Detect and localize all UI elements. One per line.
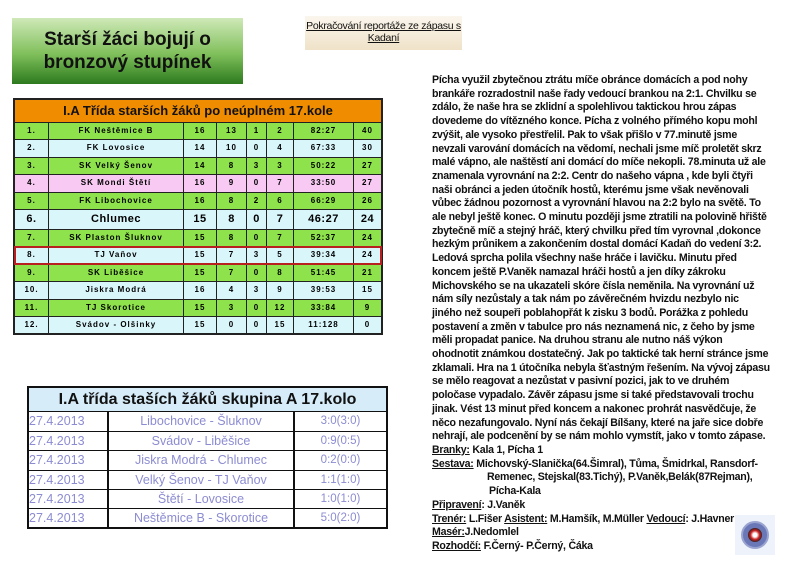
cell-played: 15 bbox=[184, 230, 216, 246]
table-row bbox=[15, 317, 381, 333]
cell-rank: 11. bbox=[15, 300, 48, 316]
cell-wins: 8 bbox=[217, 230, 246, 246]
table-row bbox=[15, 175, 381, 191]
report-line: naši obránci a jeden útočník hostů, kterému jsme však nevěnovali bbox=[432, 183, 749, 196]
result-score: 5:0(2:0) bbox=[320, 511, 361, 524]
cell-draws: 0 bbox=[247, 140, 266, 156]
cell-wins: 8 bbox=[217, 158, 246, 174]
goals-label: Branky: bbox=[432, 443, 470, 456]
cell-rank: 4. bbox=[15, 175, 48, 191]
result-match: Velký Šenov - TJ Vaňov bbox=[109, 471, 295, 489]
table-row bbox=[15, 158, 381, 174]
match-report bbox=[432, 74, 804, 554]
result-row bbox=[29, 470, 386, 489]
result-match: Jiskra Modrá - Chlumec bbox=[109, 451, 295, 469]
cell-team: FK Lovosice bbox=[49, 140, 183, 156]
cell-wins: 8 bbox=[217, 193, 246, 209]
cell-team: TJ Skorotice bbox=[49, 300, 183, 316]
result-date: 27.4.2013 bbox=[29, 432, 109, 450]
cell-losses: 8 bbox=[267, 265, 293, 281]
report-line: zbytečně míč a stejný hráč, který chvilku před tím vyrovnal ,dokonce bbox=[432, 224, 761, 237]
masseur: J.Nedomlel bbox=[464, 526, 519, 539]
cell-losses: 7 bbox=[267, 175, 293, 191]
cell-team: FK Neštěmice B bbox=[49, 123, 183, 139]
table-row bbox=[15, 282, 381, 298]
cell-team: SK Plaston Šluknov bbox=[49, 230, 183, 246]
report-line: Michovského se na ukazateli skóre čísla neměnila. Na vyrovnání už bbox=[432, 279, 755, 292]
cell-draws: 2 bbox=[247, 193, 266, 209]
cell-rank: 6. bbox=[15, 210, 48, 229]
manager: : J.Havner bbox=[685, 512, 735, 525]
cell-losses: 4 bbox=[267, 140, 293, 156]
cell-wins: 9 bbox=[217, 175, 246, 191]
cell-played: 16 bbox=[184, 193, 216, 209]
report-line: se mělo reagovat a nezůstat v pasivní pozici, jak to ve druhém bbox=[432, 375, 730, 388]
cell-points: 9 bbox=[354, 300, 381, 316]
cell-played: 15 bbox=[184, 317, 216, 333]
cell-score: 39:53 bbox=[294, 282, 353, 298]
cell-draws: 0 bbox=[247, 230, 266, 246]
cell-losses: 9 bbox=[267, 282, 293, 298]
result-row bbox=[29, 508, 386, 527]
lineup: Michovský-Slanička(64.Šimral), Tůma, Šmidrkal, Ransdorf- bbox=[473, 457, 758, 470]
report-line: jinak. Vést 13 minut před koncem a nakonec prohrát nasvědčuje, že bbox=[432, 402, 757, 415]
cell-played: 16 bbox=[184, 123, 216, 139]
cell-points: 27 bbox=[354, 158, 381, 174]
report-line: brankáře rozradostnil naše řady vedoucí brankou na 2:1. Chvilku se bbox=[432, 87, 757, 100]
cell-wins: 7 bbox=[217, 247, 246, 263]
report-line: dovedeme do vítězného konce. Pícha z volného přímého kopu mohl bbox=[432, 115, 758, 128]
cell-team: SK Velký Šenov bbox=[49, 158, 183, 174]
goals-line bbox=[432, 444, 804, 458]
cell-draws: 0 bbox=[247, 300, 266, 316]
cell-team: Svádov - Olšinky bbox=[49, 317, 183, 333]
cell-score: 11:128 bbox=[294, 317, 353, 333]
result-score: 0:9(0:5) bbox=[320, 435, 361, 448]
report-line: koncem ještě P.Vaněk namazal hráči hostů a jen díky zákroku bbox=[432, 265, 726, 278]
lineup-cont: Remenec, Stejskal(83.Tichý), P.Vaněk,Belák(87Rejman), bbox=[487, 471, 753, 484]
cell-played: 14 bbox=[184, 158, 216, 174]
manager-label: Vedoucí bbox=[646, 512, 686, 525]
result-date: 27.4.2013 bbox=[29, 412, 109, 431]
report-line: ohodnotit známkou dostatečný. Jak po taktické tak herní stránce jsme bbox=[432, 348, 769, 361]
cell-score: 39:34 bbox=[294, 247, 353, 263]
table-row bbox=[15, 123, 381, 139]
cell-points: 24 bbox=[354, 230, 381, 246]
league-table-title: I.A Třída starších žáků po neúplném 17.kole bbox=[15, 100, 381, 122]
cell-points: 40 bbox=[354, 123, 381, 139]
prep-line bbox=[432, 499, 804, 513]
result-row bbox=[29, 431, 386, 450]
report-line: něco nezafungovalo. Nyní nás čekají Bílšany, které na jaře sice dobře bbox=[432, 416, 764, 429]
cell-rank: 2. bbox=[15, 140, 48, 156]
result-score: 1:1(1:0) bbox=[320, 473, 361, 486]
assistant: M.Hamšík, M.Müller bbox=[547, 512, 647, 525]
cell-rank: 9. bbox=[15, 265, 48, 281]
cell-rank: 3. bbox=[15, 158, 48, 174]
cell-rank: 8. bbox=[15, 247, 48, 263]
article-title: Starší žáci bojují o bronzový stupínek bbox=[12, 18, 243, 84]
report-line: malé vápno, ale naštěstí ani domácí do míče nekopli. 78.minuta už ale bbox=[432, 156, 766, 169]
assistant-label: Asistent: bbox=[504, 512, 548, 525]
cell-draws: 0 bbox=[247, 317, 266, 333]
result-score: 0:2(0:0) bbox=[320, 454, 361, 467]
cell-score: 46:27 bbox=[294, 210, 353, 229]
cell-score: 50:22 bbox=[294, 158, 353, 174]
report-line: zvýšit, ale vysoko přestřelil. Pak to však přišlo v 77.minutě jsme bbox=[432, 128, 737, 141]
cell-points: 26 bbox=[354, 193, 381, 209]
result-match: Neštěmice B - Skorotice bbox=[109, 509, 295, 527]
report-line: znamenala vyrovnání na 2:2. Centr do našeho vápna , kde byli čtyři bbox=[432, 169, 753, 182]
report-line: hezkým průnikem a zakončením dostal domácí Kadaň do vedení 3:2. bbox=[432, 238, 762, 251]
result-match: Libochovice - Šluknov bbox=[109, 412, 295, 431]
cell-team: SK Liběšice bbox=[49, 265, 183, 281]
result-row bbox=[29, 450, 386, 469]
cell-rank: 5. bbox=[15, 193, 48, 209]
table-row bbox=[15, 247, 381, 263]
results-table bbox=[27, 386, 388, 529]
result-row bbox=[29, 489, 386, 508]
table-row bbox=[15, 210, 381, 229]
coach-label: Trenér: bbox=[432, 512, 467, 525]
result-match: Svádov - Liběšice bbox=[109, 432, 295, 450]
cell-losses: 2 bbox=[267, 123, 293, 139]
cell-losses: 12 bbox=[267, 300, 293, 316]
referee-label: Rozhodčí: bbox=[432, 539, 481, 552]
cell-score: 82:27 bbox=[294, 123, 353, 139]
masseur-label: Masér: bbox=[432, 526, 465, 539]
cell-draws: 1 bbox=[247, 123, 266, 139]
cell-played: 14 bbox=[184, 140, 216, 156]
report-continuation-link[interactable]: Pokračování reportáže ze zápasu s Kadaní bbox=[306, 20, 461, 44]
cell-draws: 0 bbox=[247, 265, 266, 281]
report-line: nám síly nezůstaly a tak nám po závěrečném hvizdu nezbylo nic bbox=[432, 293, 739, 306]
cell-draws: 3 bbox=[247, 158, 266, 174]
cell-played: 16 bbox=[184, 175, 216, 191]
report-line: nevzali varování domácích na vědomí, nechali jsme míč proletět skrz bbox=[432, 142, 762, 155]
report-continuation-box bbox=[305, 16, 462, 50]
cell-played: 15 bbox=[184, 247, 216, 263]
cell-wins: 4 bbox=[217, 282, 246, 298]
cell-score: 67:33 bbox=[294, 140, 353, 156]
report-line: měli propadat panice. Na druhou stranu ale nutno náš výkon bbox=[432, 334, 723, 347]
cell-draws: 3 bbox=[247, 247, 266, 263]
league-table bbox=[13, 98, 383, 335]
report-line: jiného než soupeři poblahopřát k zisku 3 bodů. Porážka z pohledu bbox=[432, 306, 748, 319]
cell-losses: 3 bbox=[267, 158, 293, 174]
cell-losses: 15 bbox=[267, 317, 293, 333]
cell-team: FK Libochovice bbox=[49, 193, 183, 209]
table-row bbox=[15, 193, 381, 209]
cell-score: 52:37 bbox=[294, 230, 353, 246]
cell-points: 0 bbox=[354, 317, 381, 333]
prep: : J.Vaněk bbox=[481, 498, 526, 511]
report-line: poločase vypadalo. Závěr zápasu jsme si také představovali trochu bbox=[432, 389, 754, 402]
report-line: vůbec žádnou pozornost a vyrovnání hlavou na 2:2 bylo na světě. To bbox=[432, 197, 761, 210]
report-line: Ledová sprcha polila všechny naše hráče i lavičku. Minutu před bbox=[432, 252, 737, 265]
result-date: 27.4.2013 bbox=[29, 490, 109, 508]
cell-points: 24 bbox=[354, 247, 381, 263]
cell-wins: 13 bbox=[217, 123, 246, 139]
cell-score: 33:50 bbox=[294, 175, 353, 191]
cell-score: 66:29 bbox=[294, 193, 353, 209]
result-score: 1:0(1:0) bbox=[320, 492, 361, 505]
cell-points: 15 bbox=[354, 282, 381, 298]
cell-points: 30 bbox=[354, 140, 381, 156]
result-date: 27.4.2013 bbox=[29, 451, 109, 469]
cell-wins: 8 bbox=[217, 210, 246, 229]
report-line: Pícha využil zbytečnou ztrátu míče obránce domácích a pod nohy bbox=[432, 74, 748, 86]
coach: L.Fišer bbox=[466, 512, 505, 525]
cell-rank: 7. bbox=[15, 230, 48, 246]
cell-points: 21 bbox=[354, 265, 381, 281]
cell-points: 27 bbox=[354, 175, 381, 191]
cell-rank: 12. bbox=[15, 317, 48, 333]
result-score: 3:0(3:0) bbox=[320, 415, 361, 427]
lineup-label: Sestava: bbox=[432, 457, 474, 470]
result-date: 27.4.2013 bbox=[29, 509, 109, 527]
cell-score: 51:45 bbox=[294, 265, 353, 281]
cell-played: 16 bbox=[184, 282, 216, 298]
cell-played: 15 bbox=[184, 210, 216, 229]
table-row bbox=[15, 230, 381, 246]
cell-team: Jiskra Modrá bbox=[49, 282, 183, 298]
cell-losses: 7 bbox=[267, 210, 293, 229]
report-line: zklamali. Hra na 1 útočníka nebyla šťastným řešením. Na vývoj zápasu bbox=[432, 361, 770, 374]
cell-team: TJ Vaňov bbox=[49, 247, 183, 263]
report-line: nehrají, ale podcenění by se nám mohlo vymstít, jako v tomto zápase. bbox=[432, 430, 766, 443]
result-row bbox=[29, 412, 386, 431]
cell-wins: 3 bbox=[217, 300, 246, 316]
cell-rank: 10. bbox=[15, 282, 48, 298]
table-row bbox=[15, 140, 381, 156]
cell-draws: 0 bbox=[247, 210, 266, 229]
lineup-line bbox=[432, 458, 804, 472]
cell-losses: 5 bbox=[267, 247, 293, 263]
cell-losses: 6 bbox=[267, 193, 293, 209]
cell-draws: 0 bbox=[247, 175, 266, 191]
result-match: Štětí - Lovosice bbox=[109, 490, 295, 508]
table-row bbox=[15, 265, 381, 281]
lineup-cont: Pícha-Kala bbox=[489, 485, 541, 498]
cell-rank: 1. bbox=[15, 123, 48, 139]
club-crest-icon bbox=[735, 515, 775, 555]
cell-played: 15 bbox=[184, 300, 216, 316]
table-row bbox=[15, 300, 381, 316]
referee: F.Černý- P.Černý, Čáka bbox=[480, 539, 593, 552]
report-line: ale nebyl ještě konec. O minutu později jsme ztratili na polovině hřiště bbox=[432, 211, 767, 224]
cell-losses: 7 bbox=[267, 230, 293, 246]
results-table-title: I.A třída staších žáků skupina A 17.kolo bbox=[29, 388, 386, 411]
result-date: 27.4.2013 bbox=[29, 471, 109, 489]
cell-wins: 10 bbox=[217, 140, 246, 156]
cell-draws: 3 bbox=[247, 282, 266, 298]
cell-points: 24 bbox=[354, 210, 381, 229]
report-line: postavení a změn v tabulce pro nás neznamená nic, z čeho by jsme bbox=[432, 320, 755, 333]
goals: Kala 1, Pícha 1 bbox=[469, 443, 543, 456]
cell-team: SK Mondi Štětí bbox=[49, 175, 183, 191]
report-line: zdálo, že naše hra se zklidní a spolehlivou taktickou hrou zápas bbox=[432, 101, 737, 114]
cell-wins: 7 bbox=[217, 265, 246, 281]
prep-label: Připravení bbox=[432, 498, 482, 511]
cell-wins: 0 bbox=[217, 317, 246, 333]
cell-team: Chlumec bbox=[49, 210, 183, 229]
cell-score: 33:84 bbox=[294, 300, 353, 316]
cell-played: 15 bbox=[184, 265, 216, 281]
